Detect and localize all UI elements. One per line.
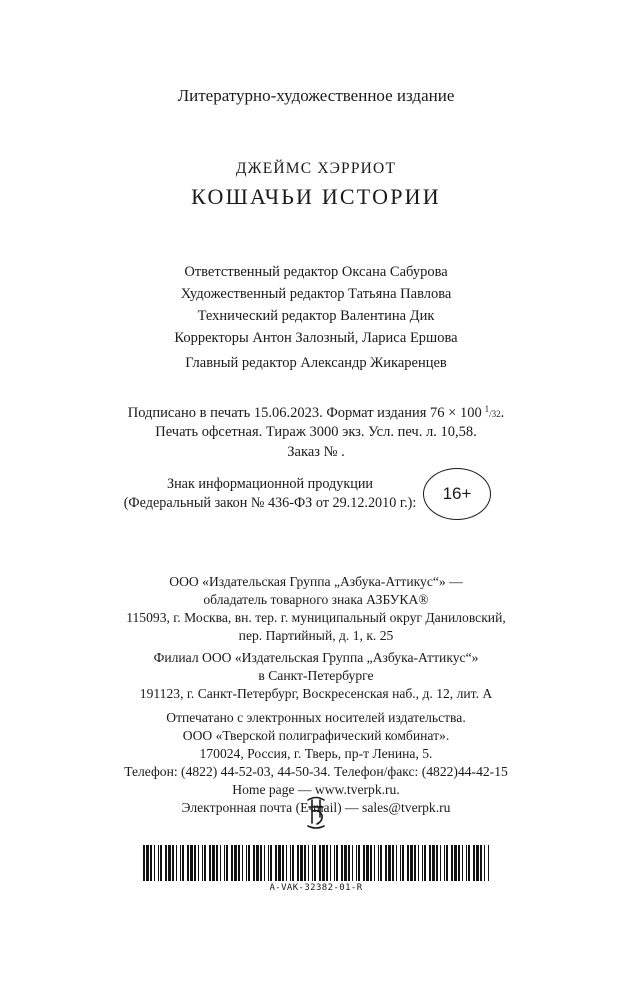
printer-line: Home page — www.tverpk.ru. <box>232 782 400 797</box>
age-rating-label: Знак информационной продукции <box>166 476 374 492</box>
print-info-line-1: Подписано в печать 15.06.2023. Формат издания 76 × 100 $^1$/32. <box>127 404 505 421</box>
staff-line: Художественный редактор Татьяна Павлова <box>180 286 452 302</box>
age-rating-badge: 16+ <box>423 468 491 520</box>
publisher-line: ООО «Издательская Группа „Азбука-Аттикус“» — <box>169 574 463 589</box>
barcode <box>143 845 489 881</box>
book-title: КОШАЧЬИ ИСТОРИИ <box>191 184 441 209</box>
printer-line: Отпечатано с электронных носителей издательства. <box>166 710 466 725</box>
publisher-line: пер. Партийный, д. 1, к. 25 <box>238 628 394 643</box>
chief-editor-line: Главный редактор Александр Жикаренцев <box>185 355 447 371</box>
branch-line: в Санкт-Петербурге <box>258 668 374 683</box>
printer-line: ООО «Тверской полиграфический комбинат». <box>182 728 450 743</box>
publisher-line: обладатель товарного знака АЗБУКА® <box>203 592 429 607</box>
printer-line: Телефон: (4822) 44-52-03, 44-50-34. Телефон/факс: (4822)44-42-15 <box>124 764 508 779</box>
staff-line: Корректоры Антон Залозный, Лариса Ершова <box>174 330 458 346</box>
printer-line: 170024, Россия, г. Тверь, пр-т Ленина, 5. <box>199 746 433 761</box>
order-number-line: Заказ № . <box>287 444 345 460</box>
staff-line: Ответственный редактор Оксана Сабурова <box>184 264 448 280</box>
barcode-number: A-VAK-32382-01-R <box>269 883 363 893</box>
format-fraction-numerator: 1 <box>484 404 490 414</box>
print-info-line-2: Печать офсетная. Тираж 3000 экз. Усл. печ. л. 10,58. <box>155 424 477 440</box>
age-rating-law: (Федеральный закон № 436-ФЗ от 29.12.2010 г.): <box>123 495 417 511</box>
genre-label: Литературно-художественное издание <box>177 86 455 105</box>
branch-line: 191123, г. Санкт-Петербург, Воскресенская наб., д. 12, лит. А <box>139 686 493 701</box>
printer-line: Электронная почта (E-mail) — sales@tverpk.ru <box>181 800 451 815</box>
format-fraction-denominator: /32 <box>489 409 501 419</box>
author-name: ДЖЕЙМС ХЭРРИОТ <box>235 160 397 177</box>
staff-line: Технический редактор Валентина Дик <box>197 308 435 324</box>
publisher-line: 115093, г. Москва, вн. тер. г. муниципальный округ Даниловский, <box>126 610 506 625</box>
branch-line: Филиал ООО «Издательская Группа „Азбука-Аттикус“» <box>153 650 479 665</box>
publisher-monogram-icon <box>303 793 329 831</box>
